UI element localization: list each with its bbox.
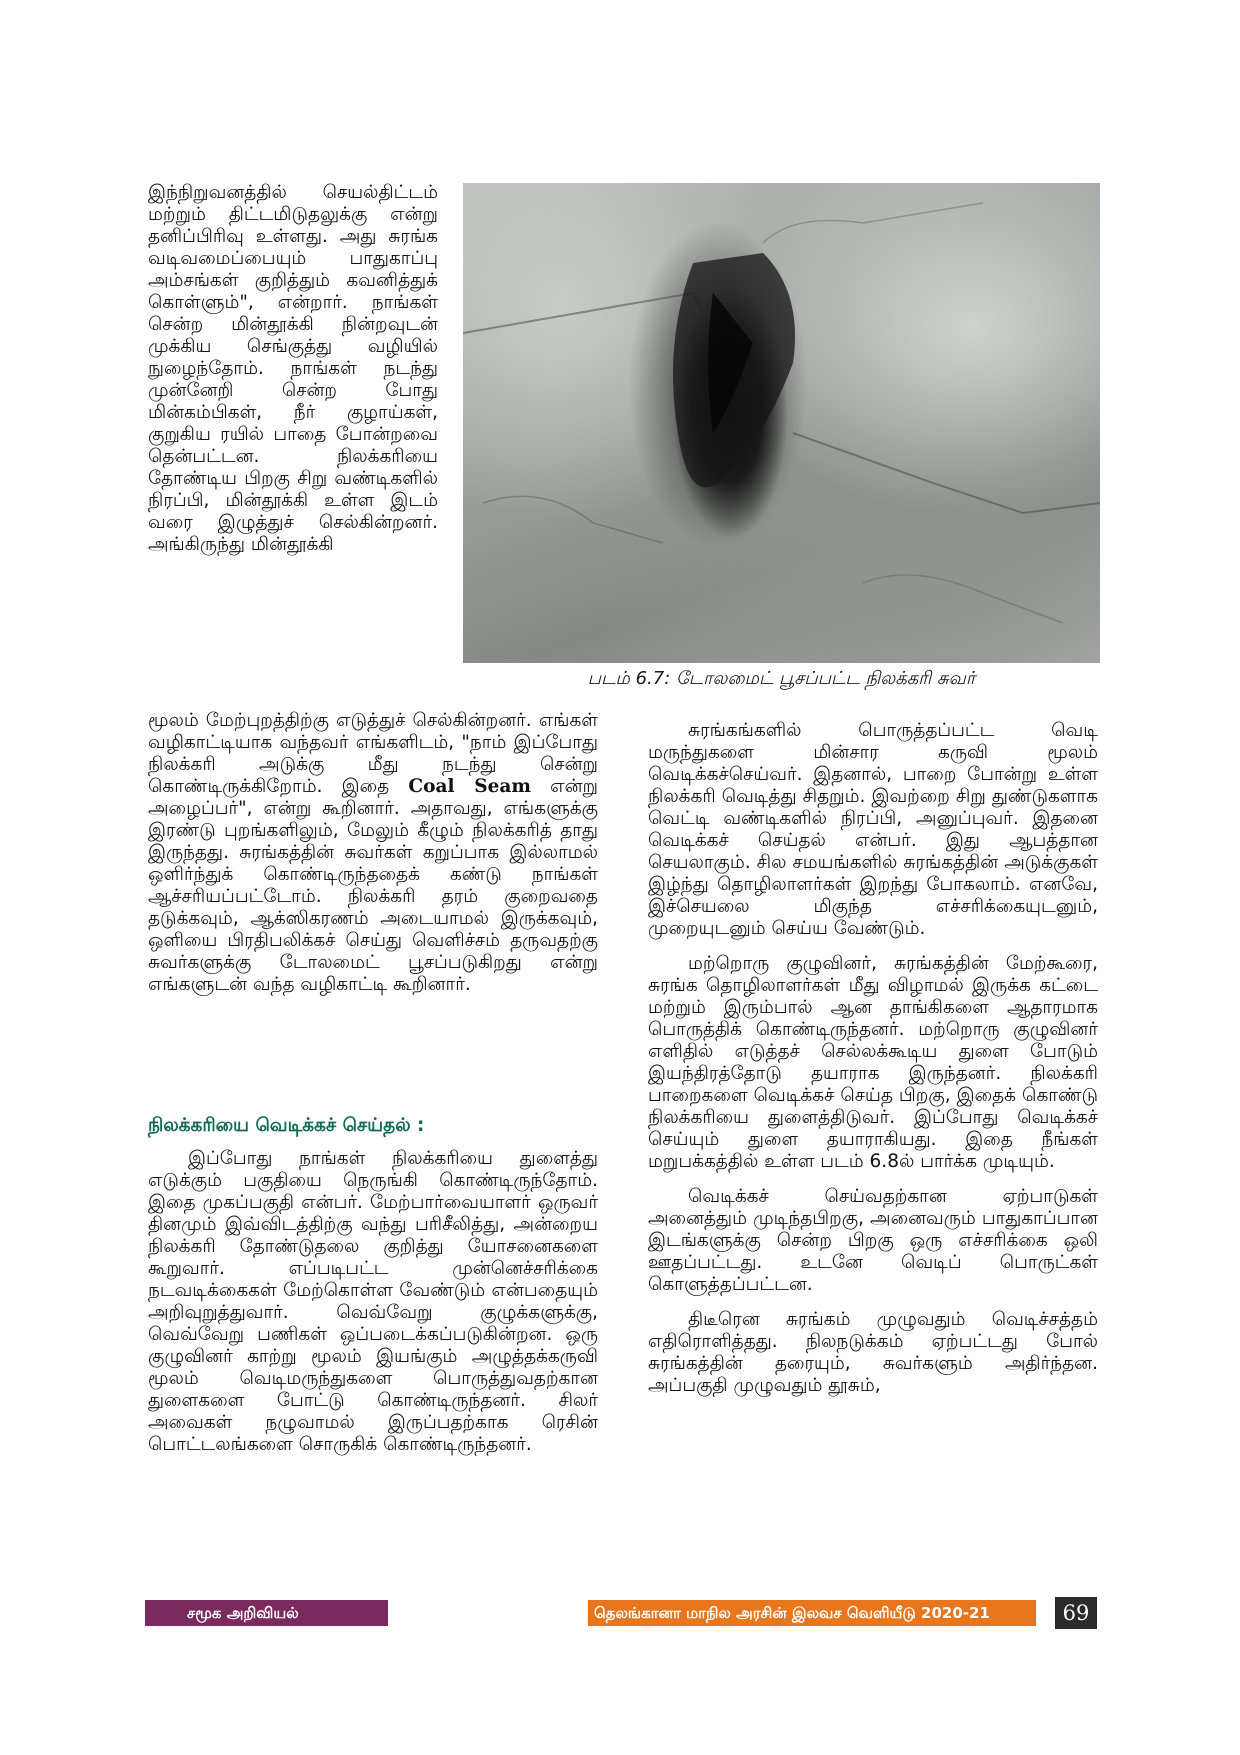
paragraph-text: என்று அழைப்பர்", என்று கூறினார். அதாவது, எங்களுக்கு இரண்டு புறங்களிலும், மேலும் கீழும் நிலக்கரித் தாது இருந்தது. சுரங்கத்தின் சுவர்கள் கறுப்பாக இல்லாமல் ஒளிர்ந்துக் கொண்டிருந்ததைக் கண்டு நாங்கள் ஆச்சரியப்பட்டோம். நிலக்கரி தரம் குறைவதை தடுக்கவும், ஆக்ஸிகரணம் அடையாமல் இருக்கவும், ஒளியை பிரதிபலிக்கச் செய்து வெளிச்சம் தருவதற்கு சுவர்களுக்கு டோலமைட் பூசப்படுகிறது என்று எங்களுடன் வந்த வழிகாட்டி கூறினார். bbox=[148, 776, 598, 995]
coal-wall-photo bbox=[463, 183, 1100, 663]
paragraph: சுரங்கங்களில் பொருத்தப்பட்ட வெடி மருந்துகளை மின்சார கருவி மூலம் வெடிக்கச்செய்வர். இதனால், பாறை போன்று உள்ள நிலக்கரி வெடித்து சிதறும். இவற்றை சிறு துண்டுகளாக வெட்டி வண்டிகளில் நிரப்பி, அனுப்புவர். இதனை வெடிக்கச் செய்தல் என்பர். இது ஆபத்தான செயலாகும். சில சமயங்களில் சுரங்கத்தின் அடுக்குகள் இழ்ந்து தொழிலாளர்கள் இறந்து போகலாம். எனவே, இச்செயலை மிகுந்த எச்சரிக்கையுடனும், முறையுடனும் செய்ய வேண்டும். bbox=[648, 720, 1098, 939]
footer-publisher: தெலங்கானா மாநில அரசின் இலவச வெளியீடு 2020-21 bbox=[588, 1600, 1036, 1626]
section-heading: நிலக்கரியை வெடிக்கச் செய்தல் : bbox=[148, 1115, 425, 1136]
figure-caption: படம் 6.7: டோலமைட் பூசப்பட்ட நிலக்கரி சுவர் bbox=[587, 668, 976, 689]
right-column bbox=[648, 720, 1098, 1397]
paragraph bbox=[148, 710, 598, 996]
rock-texture bbox=[463, 183, 1100, 663]
coal-seam-term: Coal Seam bbox=[408, 776, 531, 797]
page-number: 69 bbox=[1055, 1597, 1097, 1629]
paragraph: மற்றொரு குழுவினர், சுரங்கத்தின் மேற்கூரை, சுரங்க தொழிலாளர்கள் மீது விழாமல் இருக்க கட்டை மற்றும் இரும்பால் ஆன தாங்கிகளை ஆதாரமாக பொருத்திக் கொண்டிருந்தனர். மற்றொரு குழுவினர் எளிதில் எடுத்தச் செல்லக்கூடிய துளை போடும் இயந்திரத்தோடு தயாராக இருந்தனர். நிலக்கரி பாறைகளை வெடிக்கச் செய்த பிறகு, இதைக் கொண்டு நிலக்கரியை துளைத்திடுவர். இப்போது வெடிக்கச் செய்யும் துளை தயாராகியது. இதை நீங்கள் மறுபக்கத்தில் உள்ள படம் 6.8ல் பார்க்க முடியும். bbox=[648, 953, 1098, 1172]
paragraph: திடீரென சுரங்கம் முழுவதும் வெடிச்சத்தம் எதிரொளித்தது. நிலநடுக்கம் ஏற்பட்டது போல் சுரங்கத்தின் தரையும், சுவர்களும் அதிர்ந்தன. அப்பகுதி முழுவதும் தூசும், bbox=[648, 1309, 1098, 1396]
left-column-section bbox=[148, 1148, 598, 1456]
left-column-bottom bbox=[148, 710, 598, 996]
paragraph: வெடிக்கச் செய்வதற்கான ஏற்பாடுகள் அனைத்தும் முடிந்தபிறகு, அனைவரும் பாதுகாப்பான இடங்களுக்கு சென்ற பிறகு ஒரு எச்சரிக்கை ஒலி ஊதப்பட்டது. உடனே வெடிப் பொருட்கள் கொளுத்தப்பட்டன. bbox=[648, 1186, 1098, 1295]
left-column-top bbox=[148, 182, 438, 556]
paragraph: இந்நிறுவனத்தில் செயல்திட்டம் மற்றும் திட்டமிடுதலுக்கு என்று தனிப்பிரிவு உள்ளது. அது சுரங்க வடிவமைப்பையும் பாதுகாப்பு அம்சங்கள் குறித்தும் கவனித்துக் கொள்ளும்", என்றார். நாங்கள் சென்ற மின்தூக்கி நின்றவுடன் முக்கிய செங்குத்து வழியில் நுழைந்தோம். நாங்கள் நடந்து முன்னேறி சென்ற போது மின்கம்பிகள், நீர் குழாய்கள், குறுகிய ரயில் பாதை போன்றவை தென்பட்டன. நிலக்கரியை தோண்டிய பிறகு சிறு வண்டிகளில் நிரப்பி, மின்தூக்கி உள்ள இடம் வரை இழுத்துச் செல்கின்றனர். அங்கிருந்து மின்தூக்கி bbox=[148, 182, 438, 555]
paragraph: இப்போது நாங்கள் நிலக்கரியை துளைத்து எடுக்கும் பகுதியை நெருங்கி கொண்டிருந்தோம். இதை முகப்பகுதி என்பர். மேற்பார்வையாளர் ஒருவர் தினமும் இவ்விடத்திற்கு வந்து பரிசீலித்து, அன்றைய நிலக்கரி தோண்டுதலை குறித்து யோசனைகளை கூறுவார். எப்படிபட்ட முன்னெச்சரிக்கை நடவடிக்கைகள் மேற்கொள்ள வேண்டும் என்பதையும் அறிவுறுத்துவார். வெவ்வேறு குழுக்களுக்கு, வெவ்வேறு பணிகள் ஒப்படைக்கப்படுகின்றன. ஒரு குழுவினர் காற்று மூலம் இயங்கும் அழுத்தக்கருவி மூலம் வெடிமருந்துகளை பொருத்துவதற்கான துளைகளை போட்டு கொண்டிருந்தனர். சிலர் அவைகள் நழுவாமல் இருப்பதற்காக ரெசின் பொட்டலங்களை சொருகிக் கொண்டிருந்தனர். bbox=[148, 1148, 598, 1455]
paragraph-text: மூலம் மேற்புறத்திற்கு எடுத்துச் செல்கின்றனர். எங்கள் வழிகாட்டியாக வந்தவர் எங்களிடம், "நாம் இப்போது நிலக்கரி அடுக்கு மீது நடந்து சென்று கொண்டிருக்கிறோம். இதை bbox=[148, 710, 598, 797]
footer-subject: சமூக அறிவியல் bbox=[145, 1600, 388, 1626]
